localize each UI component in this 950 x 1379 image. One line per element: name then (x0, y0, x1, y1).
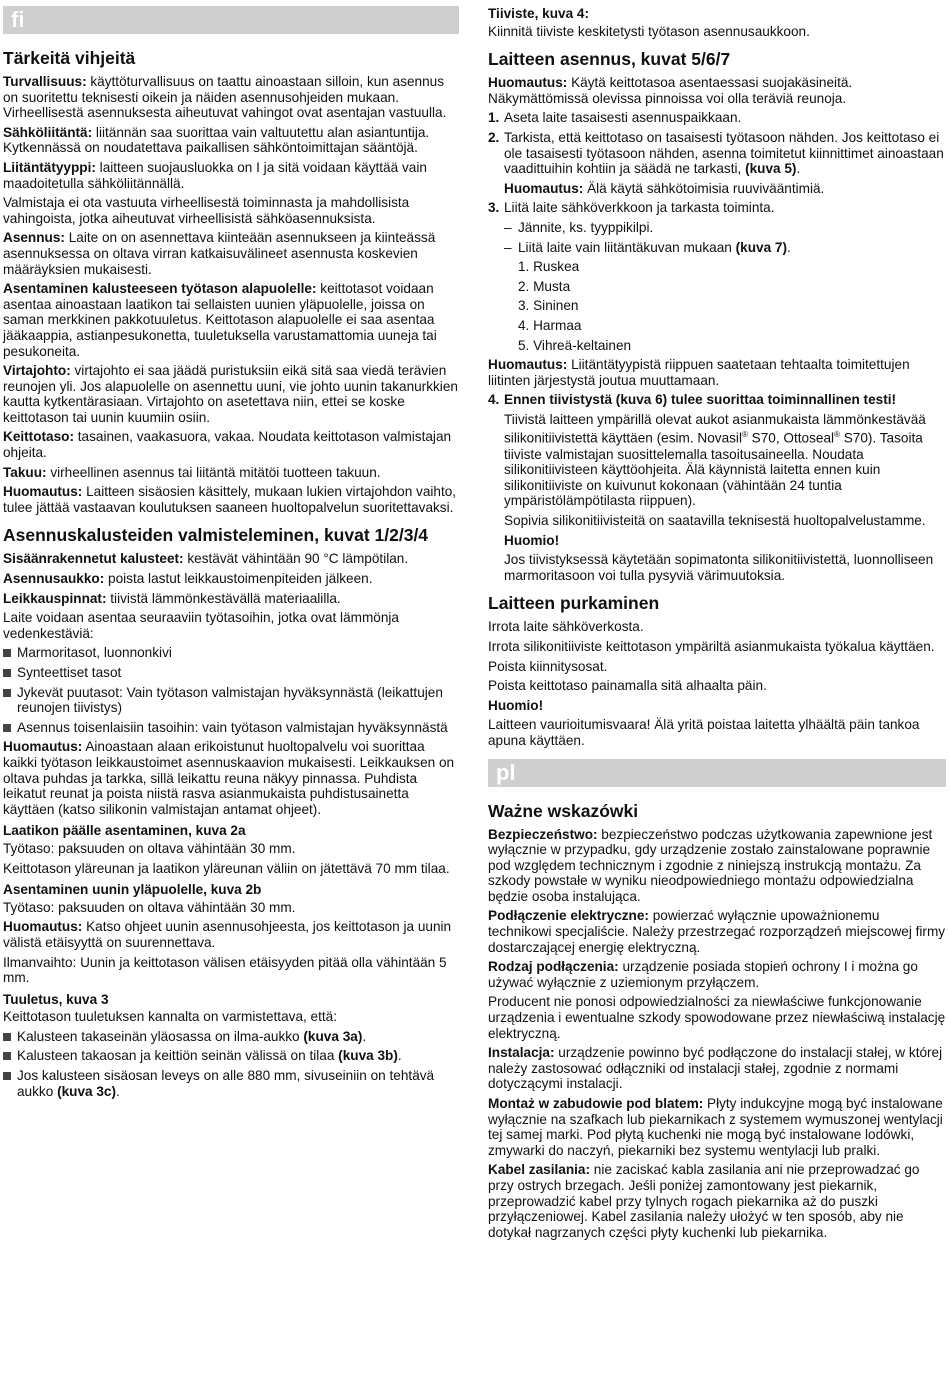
para-mount-note: Huomautus: Käytä keittotasoa asentaessasi suojakäsineitä. Näkymättömissä olevissa pinnoissa voi olla teräviä reunoja. (488, 75, 853, 106)
step-2-note: Huomautus: Älä käytä sähkötoimisia ruuvivääntimiä. (504, 180, 825, 196)
para-seal: Kiinnitä tiiviste keskitetysti työtason asennusaukkoon. (488, 23, 810, 39)
step-1: 1. Aseta laite tasaisesti asennuspaikkaan. (488, 110, 742, 126)
heading-ventilation: Tuuletus, kuva 3 (3, 991, 109, 1007)
wire-item: 5. Vihreä-keltainen (518, 337, 632, 353)
para-wire-note: Huomautus: Liitäntätyypistä riippuen saatetaan tehtaalta toimitettujen liitinten järjestystä joutua muuttamaan. (488, 357, 910, 388)
para-surfaces: Laite voidaan asentaa seuraaviin työtasoihin, jotka ovat lämmönja vedenkestäviä: (3, 610, 399, 641)
left-column (3, 6, 459, 1103)
heading-drawer: Laatikon päälle asentaminen, kuva 2a (3, 823, 246, 839)
para-note: Huomautus: Laitteen sisäosien käsittely, mukaan lukien virtajohdon vaihto, tulee jättää vastaavan koulutuksen saaneen huoltopalvelun suoritettavaksi. (3, 484, 457, 515)
para-safety-pl: Bezpieczeństwo: bezpieczeństwo podczas użytkowania zapewnione jest wyłącznie w przypadku, gdy urządzenie zostało zainstalowane poprawnie pod względem technicznym i zgodnie z niniejszą instrukcją montażu. Za szkody powstałe w wyniku nieodpowiedniego montażu odpowiedzialna będzie osoba instalująca. (488, 826, 933, 904)
para-undercounter: Asentaminen kalusteeseen työtason alapuolelle: keittotasot voidaan asentaa ainoastaan laatikon tai sellaisten uunien yläpuolelle, joissa on saman merkkinen pakkotuuletus. Keittotason alapuolelle ei saa asentaa jääkaappia, astianpesukonetta, tuuletuksella varustamattomia uuneja tai pesukoneita. (3, 281, 437, 359)
para-manufacturer: Valmistaja ei ota vastuuta virheellisestä toiminnasta ja mahdollisista vahingoista, jotka aiheutuvat virheellisistä sähköasennuksista. (3, 195, 410, 226)
para-note-cutting: Huomautus: Ainoastaan alaan erikoistunut huoltopalvelu voi suorittaa kaikki työtason leikkaustoimet asennuskaavion mukaisesti. Leikkauksen on oltava puhdas ja tarkka, sillä leikattu reuna näkyy pinnassa. Puhdista leikatut reunat ja poista niistä rasva asianmukaista puhdistusainetta käyttäen (katso silikonin valmistajan antamat ohjeet). (3, 739, 455, 817)
para-oven-note: Huomautus: Katso ohjeet uunin asennusohjeesta, jos keittotason ja uunin välistä etäisyyttä on suurennettava. (3, 919, 452, 950)
step-4-warning-heading: Huomio! (504, 532, 560, 548)
list-item: Kalusteen takaseinän yläosassa on ilma-aukko (kuva 3a). (3, 1029, 459, 1045)
square-bullet-icon (3, 689, 11, 697)
para-drawer-1: Työtaso: paksuuden on oltava vähintään 30 mm. (3, 840, 296, 856)
language-label-pl: pl (488, 759, 946, 787)
para-ventilation: Keittotason tuuletuksen kannalta on varmistettava, että: (3, 1009, 338, 1025)
square-bullet-icon (3, 1052, 11, 1060)
step-4-para-1: Tiivistä laitteen ympärillä olevat aukot asianmukaista lämmönkestävää silikonitiivistettä käyttäen (esim. Novasil® S70, Ottoseal® S70). Tasoita tiiviste valmistajan suosittelemalla tasoitusaineella. Noudata silikonitiivisteen käyttöohjeita. Älä käynnistä laitetta ennen kuin silikonitiiviste on kuivunut kokonaan (vähintään 24 tuntia ympäristölämpötilasta riippuen). (504, 411, 926, 509)
step-4: 4. Ennen tiivistystä (kuva 6) tulee suorittaa toiminnallinen testi! (488, 392, 897, 408)
para-builtin: Sisäänrakennetut kalusteet: kestävät vähintään 90 °C lämpötilan. (3, 551, 409, 567)
square-bullet-icon (3, 1033, 11, 1041)
para-drawer-2: Keittotason yläreunan ja laatikon yläreunan väliin on jätettävä 70 mm tilaa. (3, 860, 450, 876)
heading-oven: Asentaminen uunin yläpuolelle, kuva 2b (3, 882, 262, 898)
square-bullet-icon (3, 649, 11, 657)
para-removal-3: Poista kiinnitysosat. (488, 658, 608, 674)
wire-item: 2. Musta (518, 278, 571, 294)
step-4-para-3: Jos tiivistyksessä käytetään sopimatonta silikonitiivistettä, luonnolliseen marmoritasoon voi tulla pysyviä värimuutoksia. (504, 552, 934, 583)
square-bullet-icon (3, 669, 11, 677)
step-4-para-2: Sopivia silikonitiivisteitä on saatavilla teknisestä huoltopalvelustamme. (504, 512, 926, 528)
heading-important: Tärkeitä vihjeitä (3, 48, 136, 68)
para-oven-air: Ilmanvaihto: Uunin ja keittotason välisen etäisyyden pitää olla vähintään 5 mm. (3, 954, 447, 986)
para-oven-1: Työtaso: paksuuden on oltava vähintään 30 mm. (3, 899, 296, 915)
para-opening: Asennusaukko: poista lastut leikkaustoimenpiteiden jälkeen. (3, 571, 373, 587)
para-connection-type-pl: Rodzaj podłączenia: urządzenie posiada stopień ochrony I i można go używać wyłącznie z uziemionym przyłączem. (488, 959, 918, 990)
para-electric: Sähköliitäntä: liitännän saa suorittaa vain valtuutettu alan asiantuntija. Kytkennässä on noudatettava paikallisen sähköntoimittajan sääntöjä. (3, 124, 430, 156)
para-connection-type: Liitäntätyyppi: laitteen suojausluokka on I ja sitä voidaan käyttää vain maadoitetulla sähköliitännällä. (3, 159, 427, 191)
list-item: Jos kalusteen sisäosan leveys on alle 880 mm, sivuseiniin on tehtävä aukko (kuva 3c). (3, 1068, 459, 1099)
para-install: Asennus: Laite on on asennettava kiinteään asennukseen ja kiinteässä asennuksessa on oltava virran katkaisuvälineet asennusta koskevien määräyksien mukaisesti. (3, 230, 436, 277)
heading-important-pl: Ważne wskazówki (488, 800, 639, 821)
para-warranty: Takuu: virheellinen asennus tai liitäntä mitätöi tuotteen takuun. (3, 464, 381, 480)
para-cable: Virtajohto: virtajohto ei saa jäädä puristuksiin eikä sitä saa viedä terävien reunojen yli. Jos alapuolelle on asennettu uuni, vie johto uunin takanurkkien kautta kytkentärasiaan. Virtajohto on asetettava niin, ettei se koske keittotason tai uunin kuumiin osiin. (3, 363, 458, 425)
list-item: Kalusteen takaosan ja keittiön seinän välissä on tilaa (kuva 3b). (3, 1048, 459, 1064)
surface-list (3, 645, 459, 735)
wire-item: 4. Harmaa (518, 317, 582, 333)
heading-removal: Laitteen purkaminen (488, 593, 660, 614)
heading-preparation: Asennuskalusteiden valmisteleminen, kuvat 1/2/3/4 (3, 525, 429, 546)
list-item: Synteettiset tasot (3, 665, 459, 681)
language-label-fi: fi (3, 6, 459, 34)
para-undercounter-pl: Montaż w zabudowie pod blatem: Płyty indukcyjne mogą być instalowane wyłącznie na szafkach lub piekarnikach z systemem wymuszonej wentylacji tej samej marki. Pod płytą kuchenki nie mogą być instalowane lodówki, zmywarki do naczyń, piekarniki bez systemu wentylacji lub pralki. (488, 1096, 943, 1158)
para-removal-2: Irrota silikonitiiviste keittotason ympäriltä asianmukaista työkalua käyttäen. (488, 638, 935, 654)
square-bullet-icon (3, 724, 11, 732)
wire-item: 3. Sininen (518, 298, 579, 314)
list-item: Jykevät puutasot: Vain työtason valmistajan hyväksynnästä (leikattujen reunojen tiivistys) (3, 685, 459, 716)
para-safety: Turvallisuus: käyttöturvallisuus on taattu ainoastaan silloin, kun asennus on suoritettu teknisesti oikein ja näiden asennusohjeiden mukaan. Virheellisestä asennuksesta aiheutuvat vahingot ovat asentajan vastuulla. (3, 74, 447, 121)
para-install-pl: Instalacja: urządzenie powinno być podłączone do instalacji stałej, w której należy zastosować odłączniki od instalacji stałej, zgodnie z normami dotyczącymi instalacji. (488, 1045, 943, 1092)
heading-mounting: Laitteen asennus, kuvat 5/6/7 (488, 49, 731, 70)
square-bullet-icon (3, 1072, 11, 1080)
para-removal-5: Laitteen vaurioitumisvaara! Älä yritä poistaa laitetta ylhäältä päin tankoa apuna käyttäen. (488, 717, 920, 748)
step-3: 3. Liitä laite sähköverkkoon ja tarkasta toiminta. (488, 200, 775, 216)
ventilation-list (3, 1029, 459, 1099)
right-column (488, 6, 946, 1244)
heading-seal: Tiiviste, kuva 4: (488, 6, 589, 21)
para-cable-pl: Kabel zasilania: nie zaciskać kabla zasilania ani nie przeprowadzać go przy ostrych brzegach. Jeśli poniżej zamontowany jest piekarnik, przeprowadzić kabel przy tylnych rogach piekarnika aż do puszki przyłączeniowej. Kabel zasilania należy ułożyć w ten sposób, aby nie dotykał nagrzanych części płyty kuchenki lub piekarnika. (488, 1162, 920, 1240)
step-3-dash-1: – Jännite, ks. tyyppikilpi. (504, 219, 654, 235)
list-item: Asennus toisenlaisiin tasoihin: vain työtason valmistajan hyväksynnästä (3, 720, 459, 736)
para-cut-surfaces: Leikkauspinnat: tiivistä lämmönkestävällä materiaalilla. (3, 590, 341, 606)
removal-warning-heading: Huomio! (488, 697, 544, 713)
para-manufacturer-pl: Producent nie ponosi odpowiedzialności za niewłaściwe funkcjonowanie urządzenia i ewentualne szkody spowodowane przez niewłaściwą instalację elektryczną. (488, 994, 946, 1041)
step-3-dash-2: – Liitä laite vain liitäntäkuvan mukaan (kuva 7). (504, 239, 791, 255)
list-item: Marmoritasot, luonnonkivi (3, 645, 459, 661)
wire-item: 1. Ruskea (518, 259, 580, 275)
para-electric-pl: Podłączenie elektryczne: powierzać wyłącznie upoważnionemu technikowi specjaliście. Należy przestrzegać rozporządzeń miejscowej firmy dostarczającej energię elektryczną. (488, 908, 946, 955)
step-2: 2. Tarkista, että keittotaso on tasaisesti työtasoon nähden. Jos keittotaso ei ole tasaisesti työtasoon nähden, asenna toimitetut kiinnittimet ainoastaan vaadittuihin kohtiin ja säädä ne tarkasti, (kuva 5). (488, 129, 944, 177)
para-removal-4: Poista keittotaso painamalla sitä alhaalta päin. (488, 678, 767, 694)
para-removal-1: Irrota laite sähköverkosta. (488, 619, 644, 635)
para-hob: Keittotaso: tasainen, vaakasuora, vakaa. Noudata keittotason valmistajan ohjeita. (3, 429, 452, 461)
